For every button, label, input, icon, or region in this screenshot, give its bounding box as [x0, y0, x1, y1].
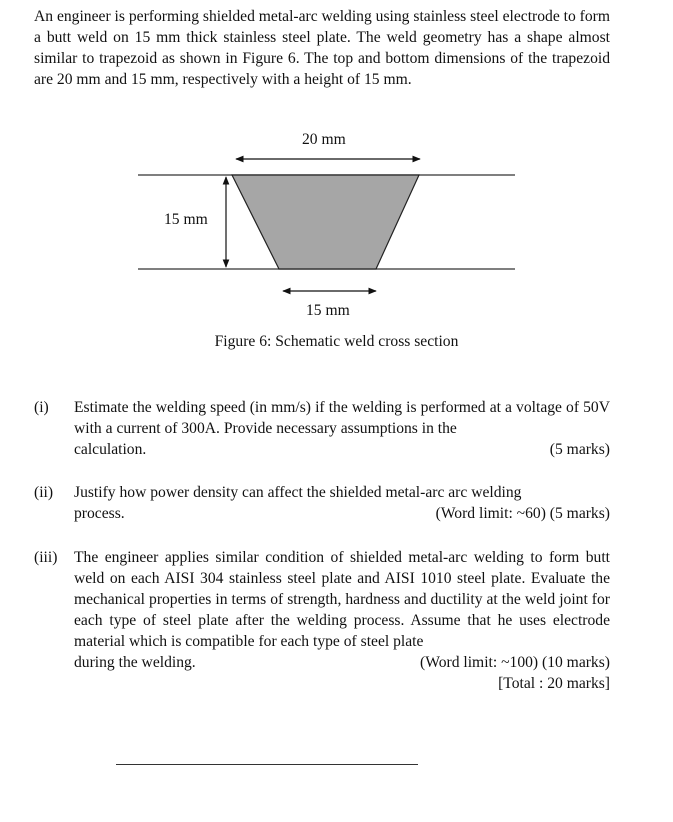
bottom-dimension-label: 15 mm: [306, 302, 350, 319]
top-dimension-label: 20 mm: [302, 131, 346, 148]
question-marks: (Word limit: ~100) (10 marks): [420, 654, 610, 671]
weld-figure: [0, 125, 673, 360]
question-ii: [34, 482, 610, 524]
question-number: (iii): [34, 549, 58, 566]
weld-cross-section-diagram: [0, 125, 673, 325]
question-marks: (5 marks): [549, 441, 610, 458]
question-text: The engineer applies similar condition of shielded metal-arc welding to form butt weld on each AISI 304 stainless steel plate and AISI 1010 steel plate. Evaluate the mechanical properties in terms of strength, hardness and ductility at the weld joint for each type of steel plate after the welding process. Assume that he uses electrode material which is compatible for each type of steel plate: [74, 549, 610, 650]
end-divider: [116, 764, 418, 765]
question-text-end: process.: [74, 505, 125, 522]
total-marks: [Total : 20 marks]: [498, 675, 610, 692]
figure-caption: Figure 6: Schematic weld cross section: [214, 333, 459, 350]
question-marks: (Word limit: ~60) (5 marks): [435, 505, 610, 522]
question-iii: [34, 547, 610, 694]
question-number: (ii): [34, 484, 54, 501]
weld-trapezoid: [232, 175, 419, 269]
problem-statement: An engineer is performing shielded metal-arc welding using stainless steel electrode to form a butt weld on 15 mm thick stainless steel plate. The weld geometry has a shape almost similar to trapezoid as shown in Figure 6. The top and bottom dimensions of the trapezoid are 20 mm and 15 mm, respectively with a height of 15 mm.: [34, 8, 610, 88]
question-i: [34, 397, 610, 460]
question-number: (i): [34, 399, 49, 416]
question-text: Estimate the welding speed (in mm/s) if the welding is performed at a voltage of 50V with a current of 300A. Provide necessary assumptions in the: [74, 399, 610, 437]
height-dimension-label: 15 mm: [164, 211, 208, 228]
question-text: Justify how power density can affect the shielded metal-arc arc welding: [74, 484, 522, 501]
question-text-end: calculation.: [74, 441, 147, 458]
question-text-end: during the welding.: [74, 654, 196, 671]
